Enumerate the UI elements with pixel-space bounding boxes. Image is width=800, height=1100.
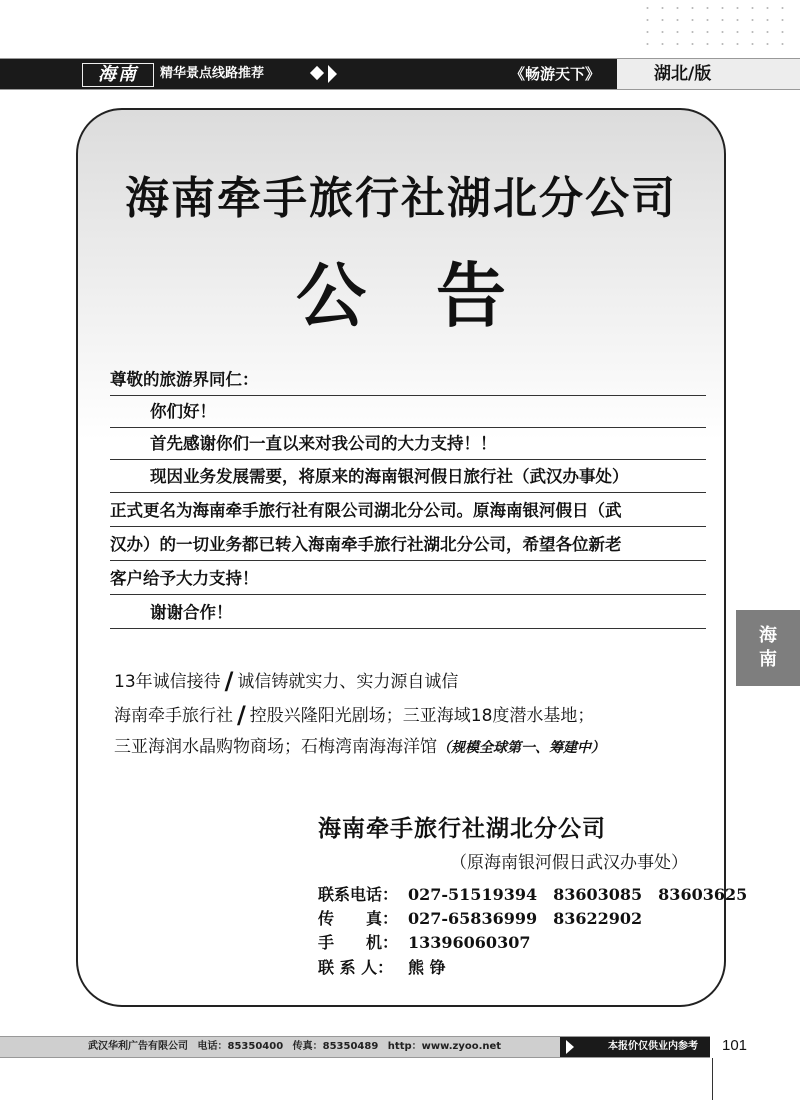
slogan-text: 海南牵手旅行社 [114, 706, 233, 726]
chevron-right-icon [566, 1040, 574, 1054]
contact-former-name: （原海南银河假日武汉办事处） [450, 853, 688, 873]
contact-company-name: 海南牵手旅行社湖北分公司 [318, 815, 606, 842]
section-tab-hainan[interactable] [736, 610, 800, 686]
divider [712, 1058, 713, 1100]
slash-separator: / [224, 667, 234, 695]
slogan-text: 诚信铸就实力、实力源自诚信 [237, 672, 459, 692]
contact-phone-row [318, 883, 747, 907]
notice-panel [76, 108, 748, 1007]
page-number: 101 [722, 1037, 748, 1054]
notice-line: 首先感谢你们一直以来对我公司的大力支持！！ [110, 428, 706, 460]
mobile-label: 手 机： [318, 933, 399, 952]
contact-mobile-row [318, 931, 530, 955]
diamond-icon [310, 66, 324, 80]
footer-note: 本报价仅供业内参考 [560, 1037, 710, 1057]
slogan-aside: （规模全球第一、筹建中） [437, 740, 605, 756]
notice-title: 公告 [296, 254, 576, 337]
footer-fax: 传真：85350489 [292, 1041, 379, 1052]
contact-person-row [318, 956, 446, 980]
brand-logo: 海南 [82, 63, 154, 87]
footer-url[interactable]: http：www.zyoo.net [387, 1041, 502, 1052]
phone-value: 83603085 [553, 885, 643, 904]
slogan-text: 控股兴隆阳光剧场；三亚海域18度潜水基地； [249, 706, 595, 726]
fax-value: 027-65836999 [408, 909, 538, 928]
slogan-line-1 [114, 668, 458, 695]
section-tab-char: 南 [759, 649, 777, 670]
phone-value: 027-51519394 [408, 885, 538, 904]
contact-fax-row [318, 907, 642, 931]
header-dark-section [0, 59, 617, 89]
notice-line: 现因业务发展需要，将原来的海南银河假日旅行社（武汉办事处） [110, 461, 706, 493]
footer-phone: 电话：85350400 [197, 1041, 284, 1052]
slogan-line-2 [114, 702, 594, 729]
fax-value: 83622902 [553, 909, 643, 928]
edition-label: 湖北/版 [654, 64, 712, 84]
person-value: 熊 铮 [408, 958, 446, 977]
notice-line: 汉办）的一切业务都已转入海南牵手旅行社湖北分公司，希望各位新老 [110, 529, 706, 561]
notice-greeting: 尊敬的旅游界同仁： [110, 364, 706, 396]
chevron-right-icon [328, 65, 337, 83]
dot-pattern [640, 2, 790, 50]
notice-line: 谢谢合作！ [110, 597, 706, 629]
slogan-text: 13年诚信接待 [114, 672, 221, 692]
footer-info [88, 1037, 501, 1057]
magazine-title: 《畅游天下》 [510, 65, 601, 83]
section-tab-char: 海 [759, 625, 777, 646]
phone-value: 83603625 [658, 885, 748, 904]
slash-separator: / [237, 701, 246, 729]
person-label: 联 系 人： [318, 958, 394, 977]
header-bar [0, 58, 800, 90]
footer-company: 武汉华利广告有限公司 [88, 1041, 188, 1052]
mobile-value: 13396060307 [408, 933, 531, 952]
slogan-line-3 [114, 734, 605, 761]
slogan-text: 三亚海润水晶购物商场；石梅湾南海海洋馆 [114, 737, 437, 757]
notice-line: 客户给予大力支持！ [110, 563, 706, 595]
notice-line: 正式更名为海南牵手旅行社有限公司湖北分公司。原海南银河假日（武 [110, 495, 706, 527]
fax-label: 传 真： [318, 909, 399, 928]
footer-bar [0, 1036, 710, 1058]
notice-company-headline: 海南牵手旅行社湖北分公司 [125, 173, 677, 224]
notice-line: 你们好！ [110, 396, 706, 428]
phone-label: 联系电话： [318, 885, 399, 904]
header-subtitle: 精华景点线路推荐 [160, 66, 265, 81]
